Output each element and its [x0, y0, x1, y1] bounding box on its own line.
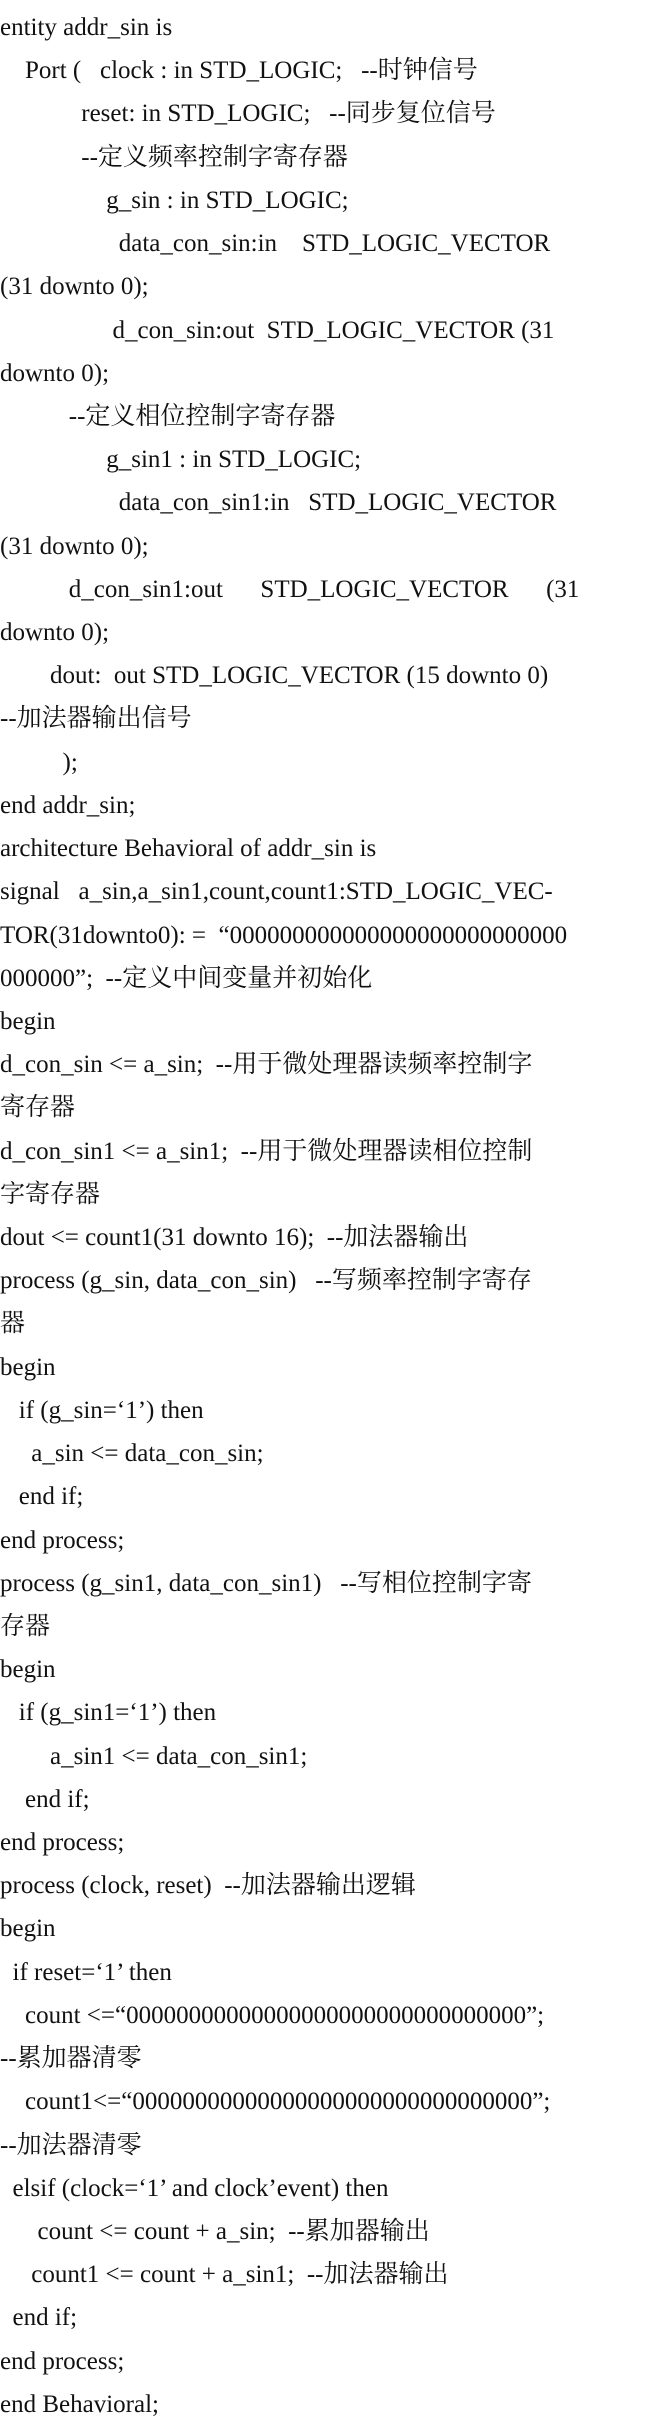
code-line: ); — [0, 748, 78, 776]
code-line: 字寄存器 — [0, 1180, 101, 1208]
code-line: end process; — [0, 1526, 125, 1554]
code-line: d_con_sin:out STD_LOGIC_VECTOR (31 — [0, 316, 555, 344]
code-line: d_con_sin1 <= a_sin1; --用于微处理器读相位控制 — [0, 1137, 533, 1165]
code-line: count1<=“00000000000000000000000000000000”; — [0, 2088, 551, 2116]
code-line: begin — [0, 1007, 56, 1035]
code-line: begin — [0, 1353, 56, 1381]
code-line: elsif (clock=‘1’ and clock’event) then — [0, 2174, 389, 2202]
code-line: a_sin <= data_con_sin; — [0, 1440, 264, 1468]
code-line: end if; — [0, 1785, 90, 1813]
code-line: d_con_sin <= a_sin; --用于微处理器读频率控制字 — [0, 1051, 533, 1079]
code-line: Port ( clock : in STD_LOGIC; --时钟信号 — [0, 57, 478, 85]
code-line: signal a_sin,a_sin1,count,count1:STD_LOGIC_VEC- — [0, 878, 553, 906]
code-line: 寄存器 — [0, 1094, 76, 1122]
code-line: --定义频率控制字寄存器 — [0, 143, 348, 171]
code-line: end if; — [0, 1483, 84, 1511]
code-line: g_sin1 : in STD_LOGIC; — [0, 446, 362, 474]
code-line: downto 0); — [0, 619, 110, 646]
code-line: count <=“00000000000000000000000000000000”; — [0, 2001, 545, 2029]
code-line: downto 0); — [0, 359, 110, 387]
code-line: end addr_sin; — [0, 791, 136, 819]
code-line: begin — [0, 1656, 56, 1684]
code-line: end process; — [0, 1829, 125, 1856]
code-line: if reset=‘1’ then — [0, 1958, 172, 1986]
code-line: process (clock, reset) --加法器输出逻辑 — [0, 1872, 416, 1900]
code-line: end process; — [0, 2347, 125, 2375]
code-line: a_sin1 <= data_con_sin1; — [0, 1742, 308, 1770]
code-line: architecture Behavioral of addr_sin is — [0, 835, 377, 863]
code-line: 存器 — [0, 1612, 51, 1640]
code-line: d_con_sin1:out STD_LOGIC_VECTOR (31 — [0, 575, 580, 603]
code-line: process (g_sin, data_con_sin) --写频率控制字寄存 — [0, 1267, 532, 1295]
code-line: data_con_sin:in STD_LOGIC_VECTOR — [0, 230, 551, 258]
code-line: entity addr_sin is — [0, 14, 173, 41]
code-line: end Behavioral; — [0, 2390, 159, 2418]
code-line: TOR(31downto0): = “000000000000000000000000000 — [0, 921, 568, 949]
code-line: --定义相位控制字寄存器 — [0, 402, 336, 430]
code-line: if (g_sin1=‘1’) then — [0, 1699, 217, 1727]
code-line: 000000”; --定义中间变量并初始化 — [0, 964, 373, 992]
code-line: --累加器清零 — [0, 2045, 142, 2073]
code-line: (31 downto 0); — [0, 532, 149, 560]
code-line: (31 downto 0); — [0, 273, 149, 301]
code-line: reset: in STD_LOGIC; --同步复位信号 — [0, 100, 496, 128]
code-line: end if; — [0, 2304, 78, 2332]
code-line: begin — [0, 1915, 56, 1943]
code-line: dout <= count1(31 downto 16); --加法器输出 — [0, 1224, 469, 1251]
code-line: --加法器清零 — [0, 2131, 142, 2159]
code-line: count1 <= count + a_sin1; --加法器输出 — [0, 2261, 449, 2289]
code-line: data_con_sin1:in STD_LOGIC_VECTOR — [0, 489, 557, 517]
code-line: --加法器输出信号 — [0, 705, 192, 733]
code-line: g_sin : in STD_LOGIC; — [0, 186, 349, 214]
code-line: count <= count + a_sin; --累加器输出 — [0, 2217, 430, 2245]
code-line: dout: out STD_LOGIC_VECTOR (15 downto 0) — [0, 662, 549, 690]
code-line: if (g_sin=‘1’) then — [0, 1396, 204, 1424]
code-line: 器 — [0, 1310, 26, 1338]
code-line: process (g_sin1, data_con_sin1) --写相位控制字寄 — [0, 1569, 532, 1597]
